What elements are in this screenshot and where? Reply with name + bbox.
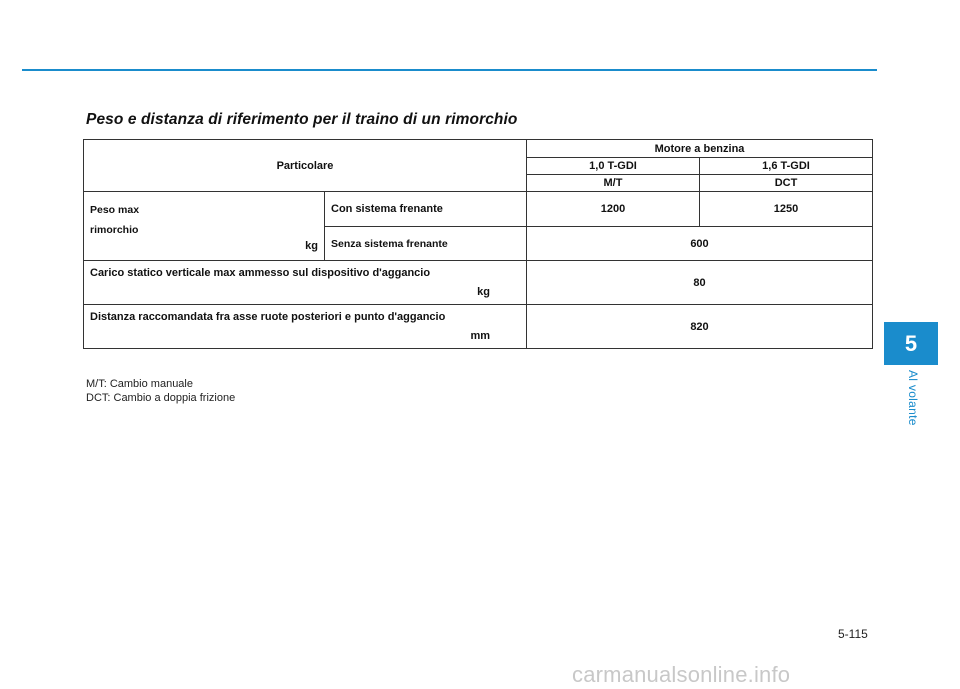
unbraked-label: Senza sistema frenante [325,227,527,261]
distance-value: 820 [527,305,873,349]
braked-label: Con sistema frenante [325,192,527,227]
chapter-tab[interactable] [884,322,938,365]
distance-label: Distanza raccomandata fra asse ruote posteriori e punto d'aggancio [90,311,446,323]
vertical-load-unit: kg [477,286,490,298]
note-dct: DCT: Cambio a doppia frizione [86,392,236,404]
header-transmission-1: M/T [527,175,700,192]
distance-unit: mm [470,330,490,342]
chapter-number: 5 [904,330,918,356]
weight-label-line2: rimorchio [90,224,139,236]
weight-label-line1: Peso max [90,204,140,216]
vertical-load-label-cell [84,261,527,305]
chapter-title: Al volante [906,370,920,426]
braked-value-2: 1250 [700,192,873,227]
header-item-cell [84,140,527,192]
weight-label-cell [84,192,325,261]
page-number: 5-115 [838,627,868,641]
unbraked-value: 600 [527,227,873,261]
distance-label-cell [84,305,527,349]
section-title: Peso e distanza di riferimento per il traino di un rimorchio [86,111,518,128]
header-engine-1: 1,0 T-GDI [527,158,700,175]
header-transmission-2: DCT [700,175,873,192]
notes [86,377,235,405]
vertical-load-value: 80 [527,261,873,305]
header-engine-group: Motore a benzina [527,140,873,158]
braked-value-1: 1200 [527,192,700,227]
header-rule [22,69,877,71]
watermark: carmanualsonline.info [572,662,791,687]
header-item-label: Particolare [276,159,334,172]
header-engine-2: 1,6 T-GDI [700,158,873,175]
towing-spec-table [83,139,873,349]
note-mt: M/T: Cambio manuale [86,378,193,390]
weight-unit: kg [305,240,318,252]
vertical-load-label: Carico statico verticale max ammesso sul dispositivo d'aggancio [90,267,431,279]
